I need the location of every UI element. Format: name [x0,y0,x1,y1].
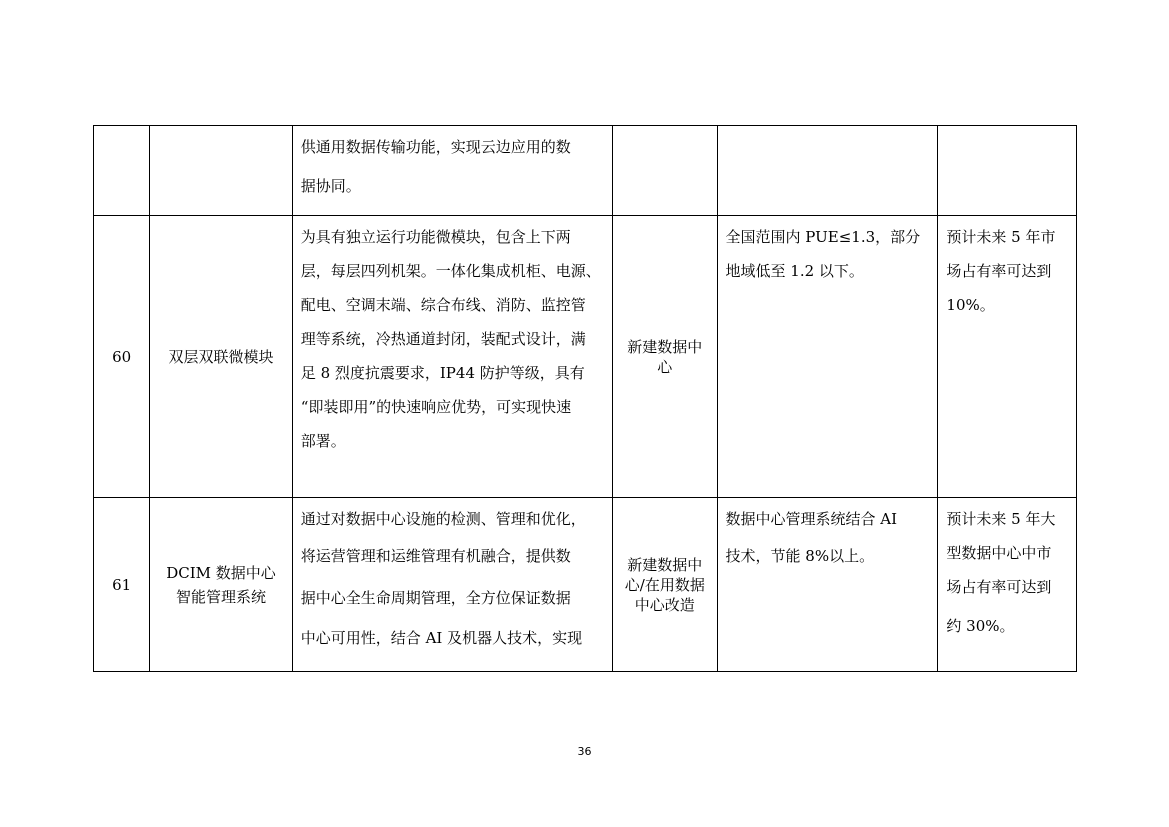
effect-line: 全国范围内 PUE≤1.3，部分 [725,228,921,246]
table-row-61 [94,498,1077,672]
scenario-line: 心 [657,357,673,376]
scenario-line: 心/在用数据 [624,575,705,594]
cell-description [292,216,612,498]
description-line: 为具有独立运行功能微模块，包含上下两 [300,228,571,246]
item-name: 双层双联微模块 [168,348,274,366]
cell-name [150,498,293,672]
cell-number [94,498,150,672]
cell-number [94,216,150,498]
cell-name [150,216,293,498]
description-line: 通过对数据中心设施的检测、管理和优化， [300,510,586,528]
cell-effect [717,216,938,498]
cell-description [292,498,612,672]
description-line: 足 8 烈度抗震要求，IP44 防护等级，具有 [300,364,585,382]
market-line: 10%。 [946,296,995,314]
cell-market [938,216,1077,498]
row-number: 60 [112,347,132,366]
table-row-60 [94,216,1077,498]
table-row-continuation [94,126,1077,216]
item-name-line: DCIM 数据中心 [166,563,276,582]
item-name-line: 智能管理系统 [176,587,267,606]
cell-market [938,126,1077,216]
market-line: 场占有率可达到 [946,578,1052,596]
market-line: 约 30%。 [946,617,1015,635]
market-line: 预计未来 5 年市 [946,228,1056,246]
description-line: 理等系统，冷热通道封闭，装配式设计，满 [300,330,586,348]
document-table [93,125,1077,672]
cell-market [938,498,1077,672]
description-line: 据协同。 [300,177,361,195]
cell-effect [717,498,938,672]
effect-line: 地域低至 1.2 以下。 [725,262,864,280]
market-line: 场占有率可达到 [946,262,1052,280]
description-line: 部署。 [300,432,346,450]
cell-scenario [613,498,717,672]
description-line: 配电、空调末端、综合布线、消防、监控管 [300,296,586,314]
description-line: 将运营管理和运维管理有机融合，提供数 [300,547,571,565]
description-line: 中心可用性，结合 AI 及机器人技术，实现 [300,629,583,647]
description-line: 层，每层四列机架。一体化集成机柜、电源、 [300,262,601,280]
scenario-line: 新建数据中 [627,337,703,356]
description-line: 供通用数据传输功能，实现云边应用的数 [300,138,571,156]
cell-description [292,126,612,216]
cell-name [150,126,293,216]
cell-number [94,126,150,216]
cell-scenario [613,216,717,498]
row-number: 61 [112,575,132,594]
page-number: 36 [577,745,592,758]
description-line: “即装即用”的快速响应优势，可实现快速 [300,398,572,416]
scenario-line: 中心改造 [634,595,695,614]
scenario-line: 新建数据中 [627,555,703,574]
market-line: 型数据中心中市 [946,544,1052,562]
cell-scenario [613,126,717,216]
effect-line: 技术，节能 8%以上。 [725,547,875,565]
effect-line: 数据中心管理系统结合 AI [725,510,898,528]
description-line: 据中心全生命周期管理，全方位保证数据 [300,589,571,607]
market-line: 预计未来 5 年大 [946,510,1056,528]
cell-effect [717,126,938,216]
